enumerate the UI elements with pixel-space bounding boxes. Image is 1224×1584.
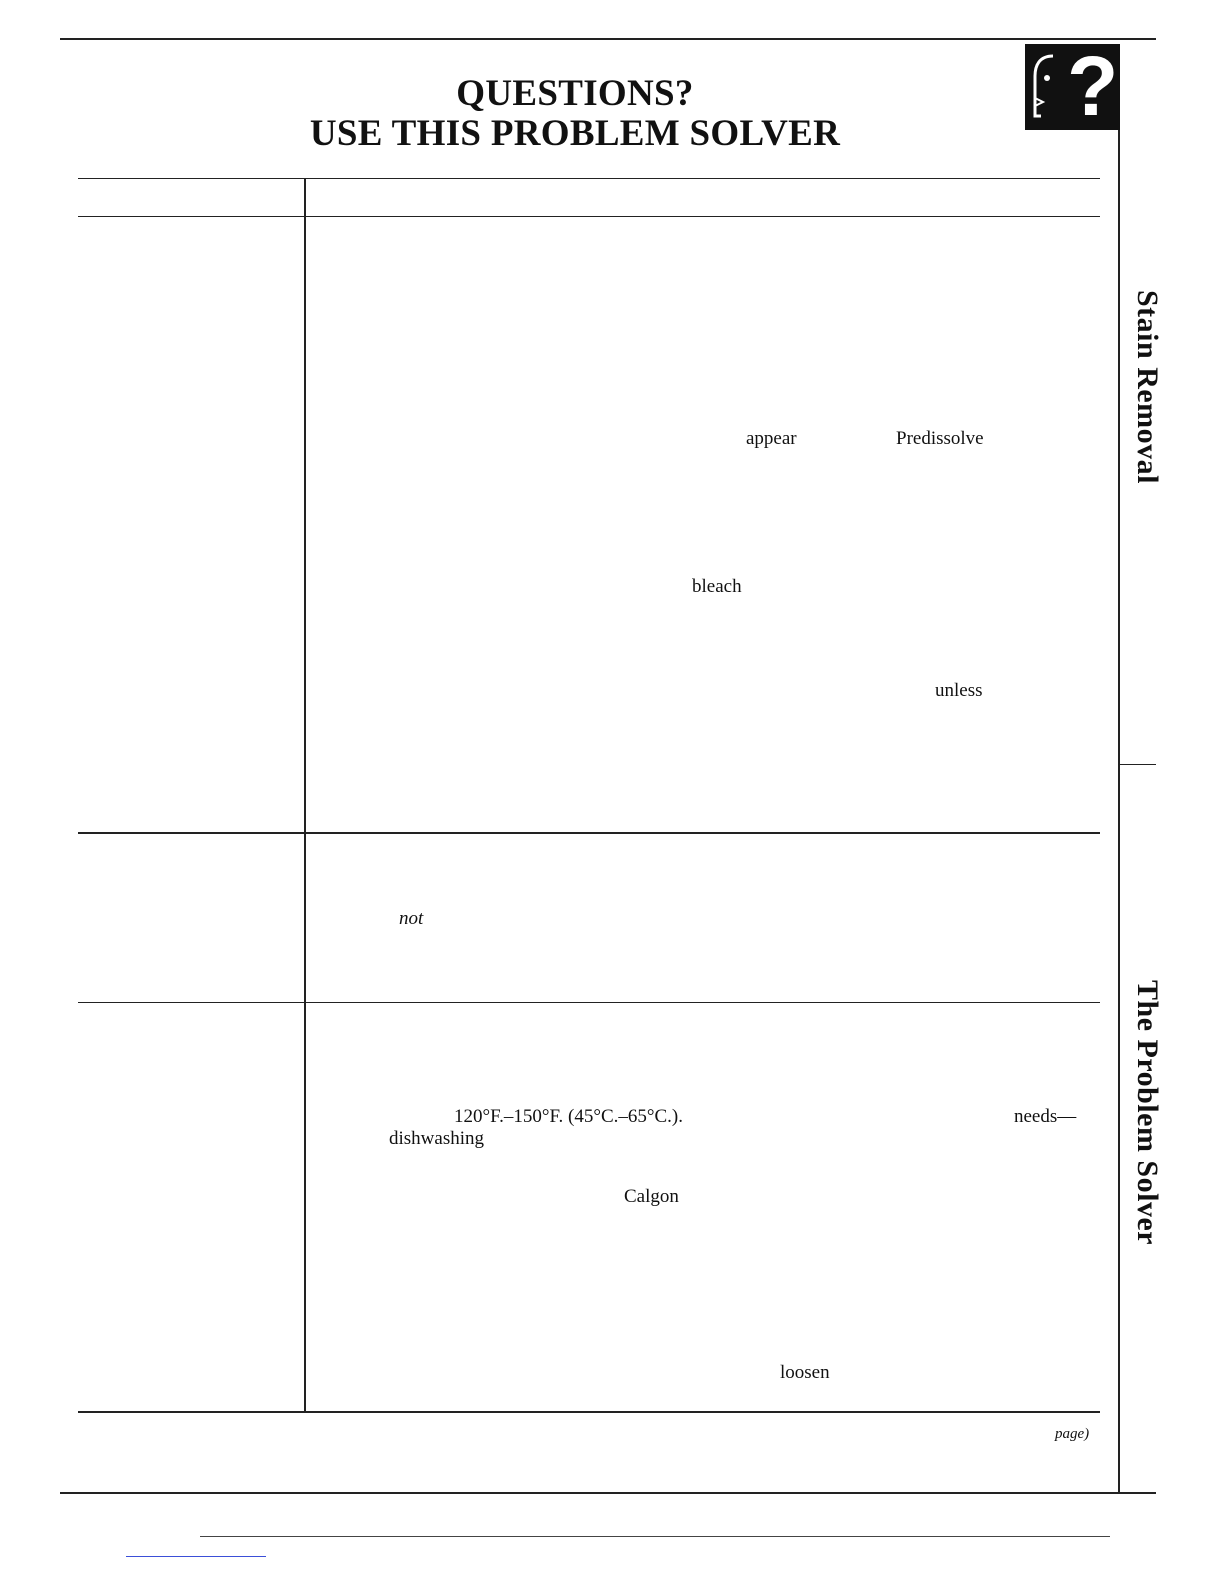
row1-word-unless: unless: [935, 680, 983, 701]
footer-rule: [200, 1536, 1110, 1537]
row1-word-predissolve: Predissolve: [896, 428, 984, 449]
question-mark-glyph: ?: [1067, 44, 1119, 130]
row3-word-calgon: Calgon: [624, 1186, 679, 1207]
continued-note: page): [1055, 1426, 1090, 1442]
table-column-divider: [304, 178, 306, 1412]
side-tab-stain-removal: Stain Removal: [1131, 290, 1164, 484]
row2-word-not: not: [399, 908, 424, 929]
row3-word-dishwashing: dishwashing: [389, 1128, 484, 1149]
question-face-icon: [1025, 44, 1120, 130]
row1-word-appear: appear: [746, 428, 797, 449]
top-rule: [60, 38, 1156, 40]
side-tab-divider: [1118, 764, 1156, 765]
page-title-line1: QUESTIONS?: [456, 73, 694, 114]
row2-bottom-rule: [78, 1002, 1100, 1003]
table-top-rule: [78, 178, 1100, 179]
table-bottom-rule: [78, 1411, 1100, 1413]
footer-link-underline: [126, 1556, 266, 1557]
row3-word-loosen: loosen: [780, 1362, 830, 1383]
row1-bottom-rule: [78, 832, 1100, 834]
side-tab-problem-solver: The Problem Solver: [1131, 980, 1164, 1246]
page-title-line2: USE THIS PROBLEM SOLVER: [309, 113, 841, 154]
side-tab-border: [1118, 130, 1120, 1492]
row3-word-needs: needs—: [1014, 1106, 1077, 1127]
table-header-rule: [78, 216, 1100, 217]
row3-temperature: 120°F.–150°F. (45°C.–65°C.).: [454, 1106, 683, 1127]
row1-word-bleach: bleach: [692, 576, 742, 597]
face-profile-icon: [1031, 52, 1057, 122]
bottom-rule: [60, 1492, 1156, 1494]
